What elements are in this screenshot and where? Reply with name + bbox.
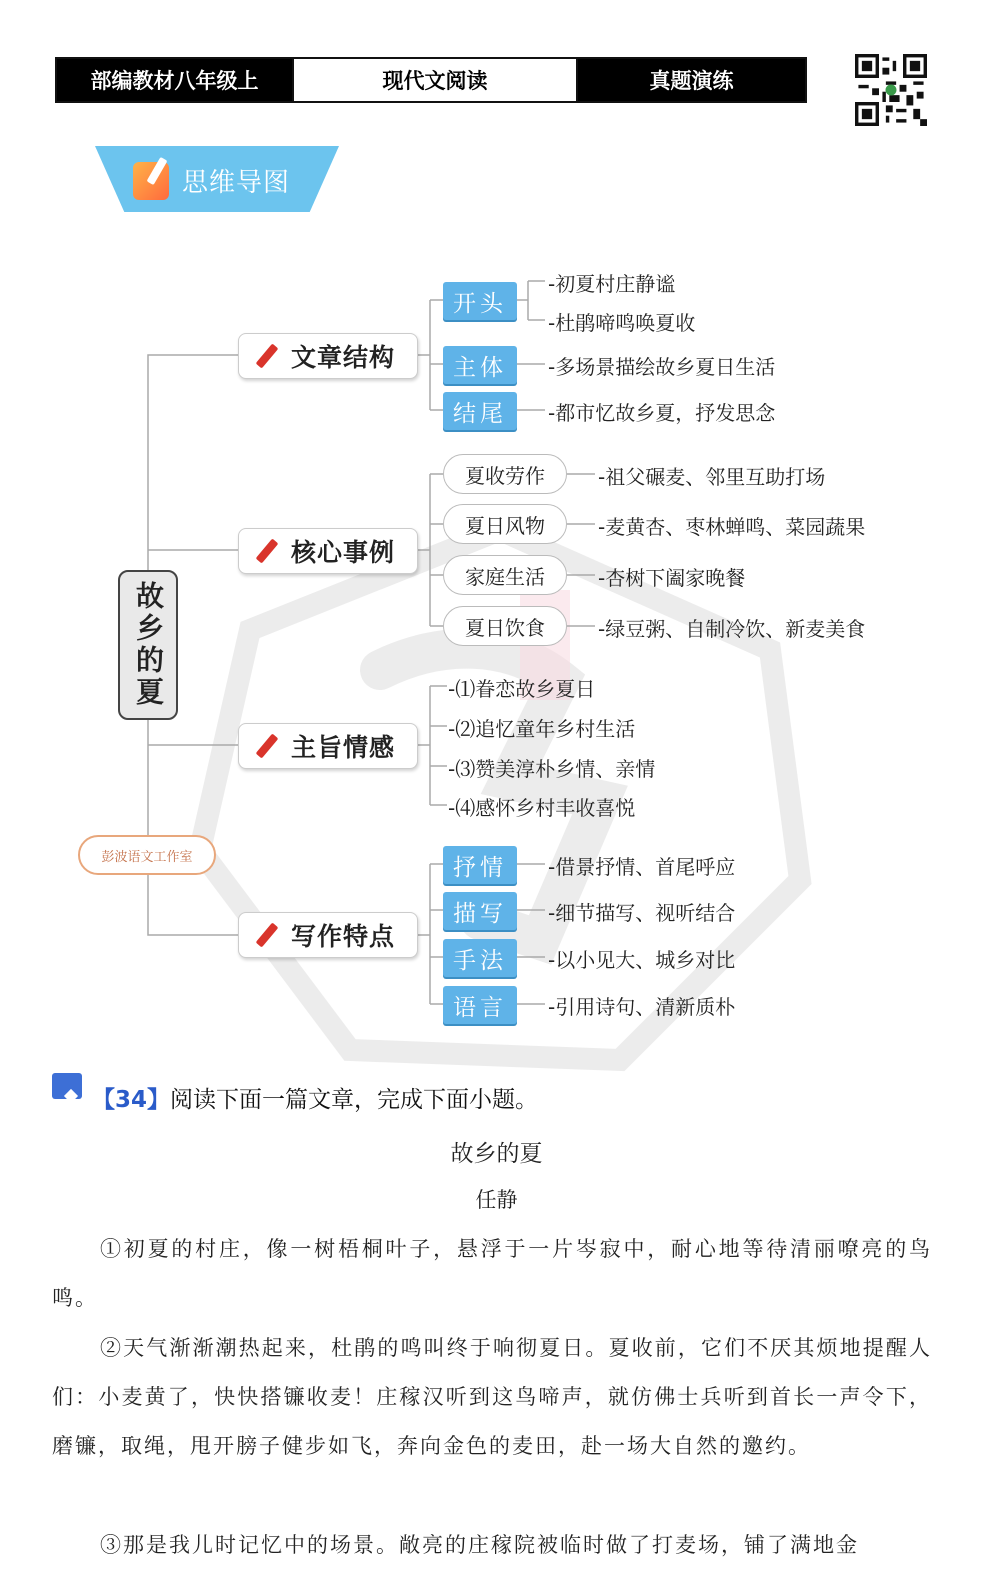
article-paragraph: ③那是我儿时记忆中的场景。敞亮的庄稼院被临时做了打麦场，铺了满地金 [100,1533,859,1557]
header-section: 真题演练 [578,59,805,101]
pen-icon [253,733,279,759]
pen-icon [253,538,279,564]
leaf-text: -都市忆故乡夏，抒发思念 [548,401,776,425]
pill-harvest: 夏收劳作 [443,454,567,494]
question-bookmark-icon [52,1073,82,1099]
leaf-text: -以小见大、城乡对比 [548,948,736,972]
leaf-text: -杜鹃啼鸣唤夏收 [548,311,696,335]
leaf-text: -⑴眷恋故乡夏日 [448,677,596,701]
leaf-text: -借景抒情、首尾呼应 [548,855,736,879]
tag-opening: 开头 [443,282,517,320]
leaf-text: -引用诗句、清新质朴 [548,995,736,1019]
leaf-text: -⑶赞美淳朴乡情、亲情 [448,757,656,781]
article-title: 故乡的夏 [450,1141,543,1167]
question-prompt: 阅读下面一篇文章，完成下面小题。 [170,1087,539,1113]
category-theme [238,723,418,769]
leaf-text: -多场景描绘故乡夏日生活 [548,355,776,379]
pill-family: 家庭生活 [443,555,567,595]
mindmap-root: 故乡的夏 [118,570,178,720]
article-paragraph: ①初夏的村庄，像一树梧桐叶子，悬浮于一片岑寂中，耐心地等待清丽嘹亮的鸟鸣。 [52,1237,932,1310]
article-paragraph: ②天气渐渐潮热起来，杜鹃的鸣叫终于响彻夏日。夏收前，它们不厌其烦地提醒人们：小麦黄了，快快搭镰收麦！庄稼汉听到这鸟啼声，就仿佛士兵听到首长一声令下，磨镰，取绳，甩开膀子健步如飞，奔向金色的麦田，赴一场大自然的邀约。 [52,1336,932,1458]
header-subject: 现代文阅读 [292,59,578,101]
studio-badge: 彭波语文工作室 [78,835,216,875]
tag-ending: 结尾 [443,392,517,430]
leaf-text: -祖父碾麦、邻里互助打场 [598,465,826,489]
leaf-text: -细节描写、视听结合 [548,901,736,925]
leaf-text: -初夏村庄静谧 [548,272,676,296]
pen-icon [253,343,279,369]
pill-scenery: 夏日风物 [443,504,567,544]
category-label: 核心事例 [291,538,396,567]
leaf-text: -⑷感怀乡村丰收喜悦 [448,796,636,820]
question-number: 【34】 [92,1087,171,1113]
leaf-text: -绿豆粥、自制冷饮、新麦美食 [598,617,866,641]
tag-lyric: 抒情 [443,846,517,884]
category-label: 写作特点 [291,922,396,951]
category-label: 文章结构 [291,343,396,372]
category-label: 主旨情感 [291,733,396,762]
leaf-text: -⑵追忆童年乡村生活 [448,717,636,741]
tag-body: 主体 [443,346,517,384]
mindmap-banner-label: 思维导图 [182,168,291,198]
leaf-text: -麦黄杏、枣林蝉鸣、菜园蔬果 [598,515,866,539]
tag-language: 语言 [443,986,517,1024]
header-grade: 部编教材八年级上 [57,59,292,101]
category-events [238,528,418,574]
leaf-text: -杏树下阖家晚餐 [598,566,746,590]
pen-icon [253,922,279,948]
pill-food: 夏日饮食 [443,606,567,646]
tag-description: 描写 [443,892,517,930]
category-structure [238,333,418,379]
category-writing [238,912,418,958]
tag-technique: 手法 [443,939,517,977]
question-heading [92,1081,538,1114]
article-author: 任静 [475,1188,518,1212]
